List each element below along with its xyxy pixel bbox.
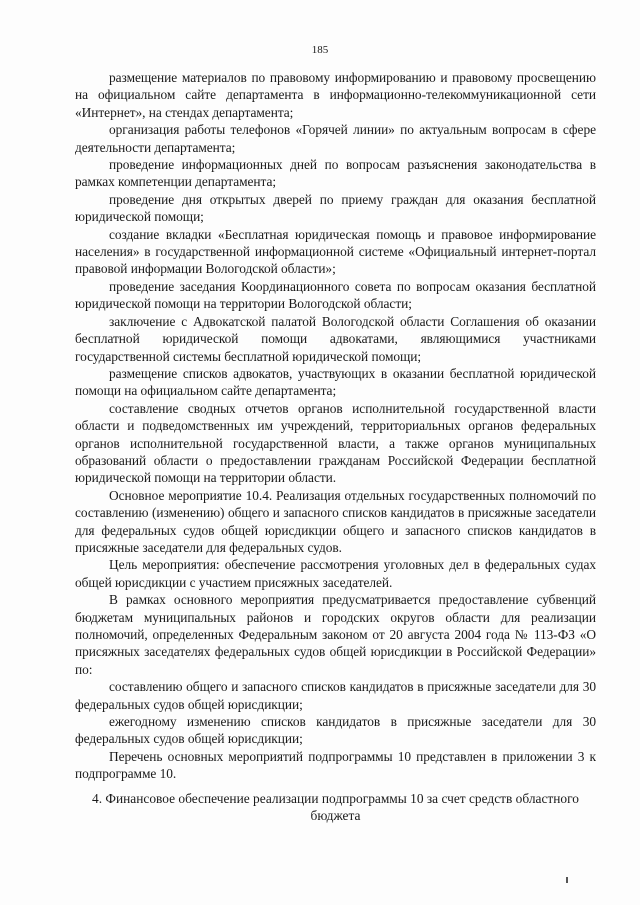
scan-artifact: [566, 877, 568, 883]
page-body: [75, 69, 596, 783]
paragraph: создание вкладки «Бесплатная юридическая помощь и правовое информирование населения» в государственной информационной системе «Официальный интернет-портал правовой информации Вологодской области»;: [75, 226, 596, 277]
paragraph: составлению общего и запасного списков кандидатов в присяжные заседатели для 30 федеральных судов общей юрисдикции;: [75, 679, 596, 712]
paragraph: составление сводных отчетов органов исполнительной государственной власти области и подведомственных им учреждений, территориальных органов федеральных органов исполнительной государственной власти, а также органов муниципальных образований области о предоставлении гражданам Российской Федерации бесплатной юридической помощи на территории области.: [75, 400, 596, 486]
paragraph: Цель мероприятия: обеспечение рассмотрения уголовных дел в федеральных судах общей юрисдикции с участием присяжных заседателей.: [75, 557, 596, 590]
paragraph: организация работы телефонов «Горячей линии» по актуальным вопросам в сфере деятельности департамента;: [75, 122, 596, 155]
paragraph: Перечень основных мероприятий подпрограммы 10 представлен в приложении 3 к подпрограмме 10.: [75, 748, 596, 782]
paragraph: Основное мероприятие 10.4. Реализация отдельных государственных полномочий по составлению (изменению) общего и запасного списков кандидатов в присяжные заседатели для федеральных судов общей юрисдикции общего и запасного списков кандидатов в присяжные заседатели для федеральных судов.: [75, 487, 596, 555]
paragraph: заключение с Адвокатской палатой Вологодской области Соглашения об оказании бесплатной юридической помощи адвокатами, являющимися участниками государственной системы бесплатной юридической помощи;: [75, 313, 596, 364]
paragraph: проведение заседания Координационного совета по вопросам оказания бесплатной юридической помощи на территории Вологодской области;: [75, 278, 596, 312]
paragraph: проведение дня открытых дверей по приему граждан для оказания бесплатной юридической помощи;: [75, 191, 596, 225]
section-title: 4. Финансовое обеспечение реализации подпрограммы 10 за счет средств областного бюджета: [92, 791, 579, 824]
paragraph: размещение материалов по правовому информированию и правовому просвещению на официальном сайте департамента в информационно-телекоммуникационной сети «Интернет», на стендах департамента;: [75, 70, 596, 120]
page-number: 185: [311, 44, 329, 56]
paragraph: ежегодному изменению списков кандидатов в присяжные заседатели для 30 федеральных судов общей юрисдикции;: [75, 714, 596, 747]
paragraph: В рамках основного мероприятия предусматривается предоставление субвенций бюджетам муниципальных районов и городских округов области для реализации полномочий, определенных Федеральным законом от 20 августа 2004 года № 113-ФЗ «О присяжных заседателях федеральных судов общей юрисдикции в Российской Федерации» по:: [75, 592, 596, 677]
paragraph: размещение списков адвокатов, участвующих в оказании бесплатной юридической помощи на официальном сайте департамента;: [75, 365, 596, 399]
paragraph: проведение информационных дней по вопросам разъяснения законодательства в рамках компетенции департамента;: [75, 157, 596, 190]
